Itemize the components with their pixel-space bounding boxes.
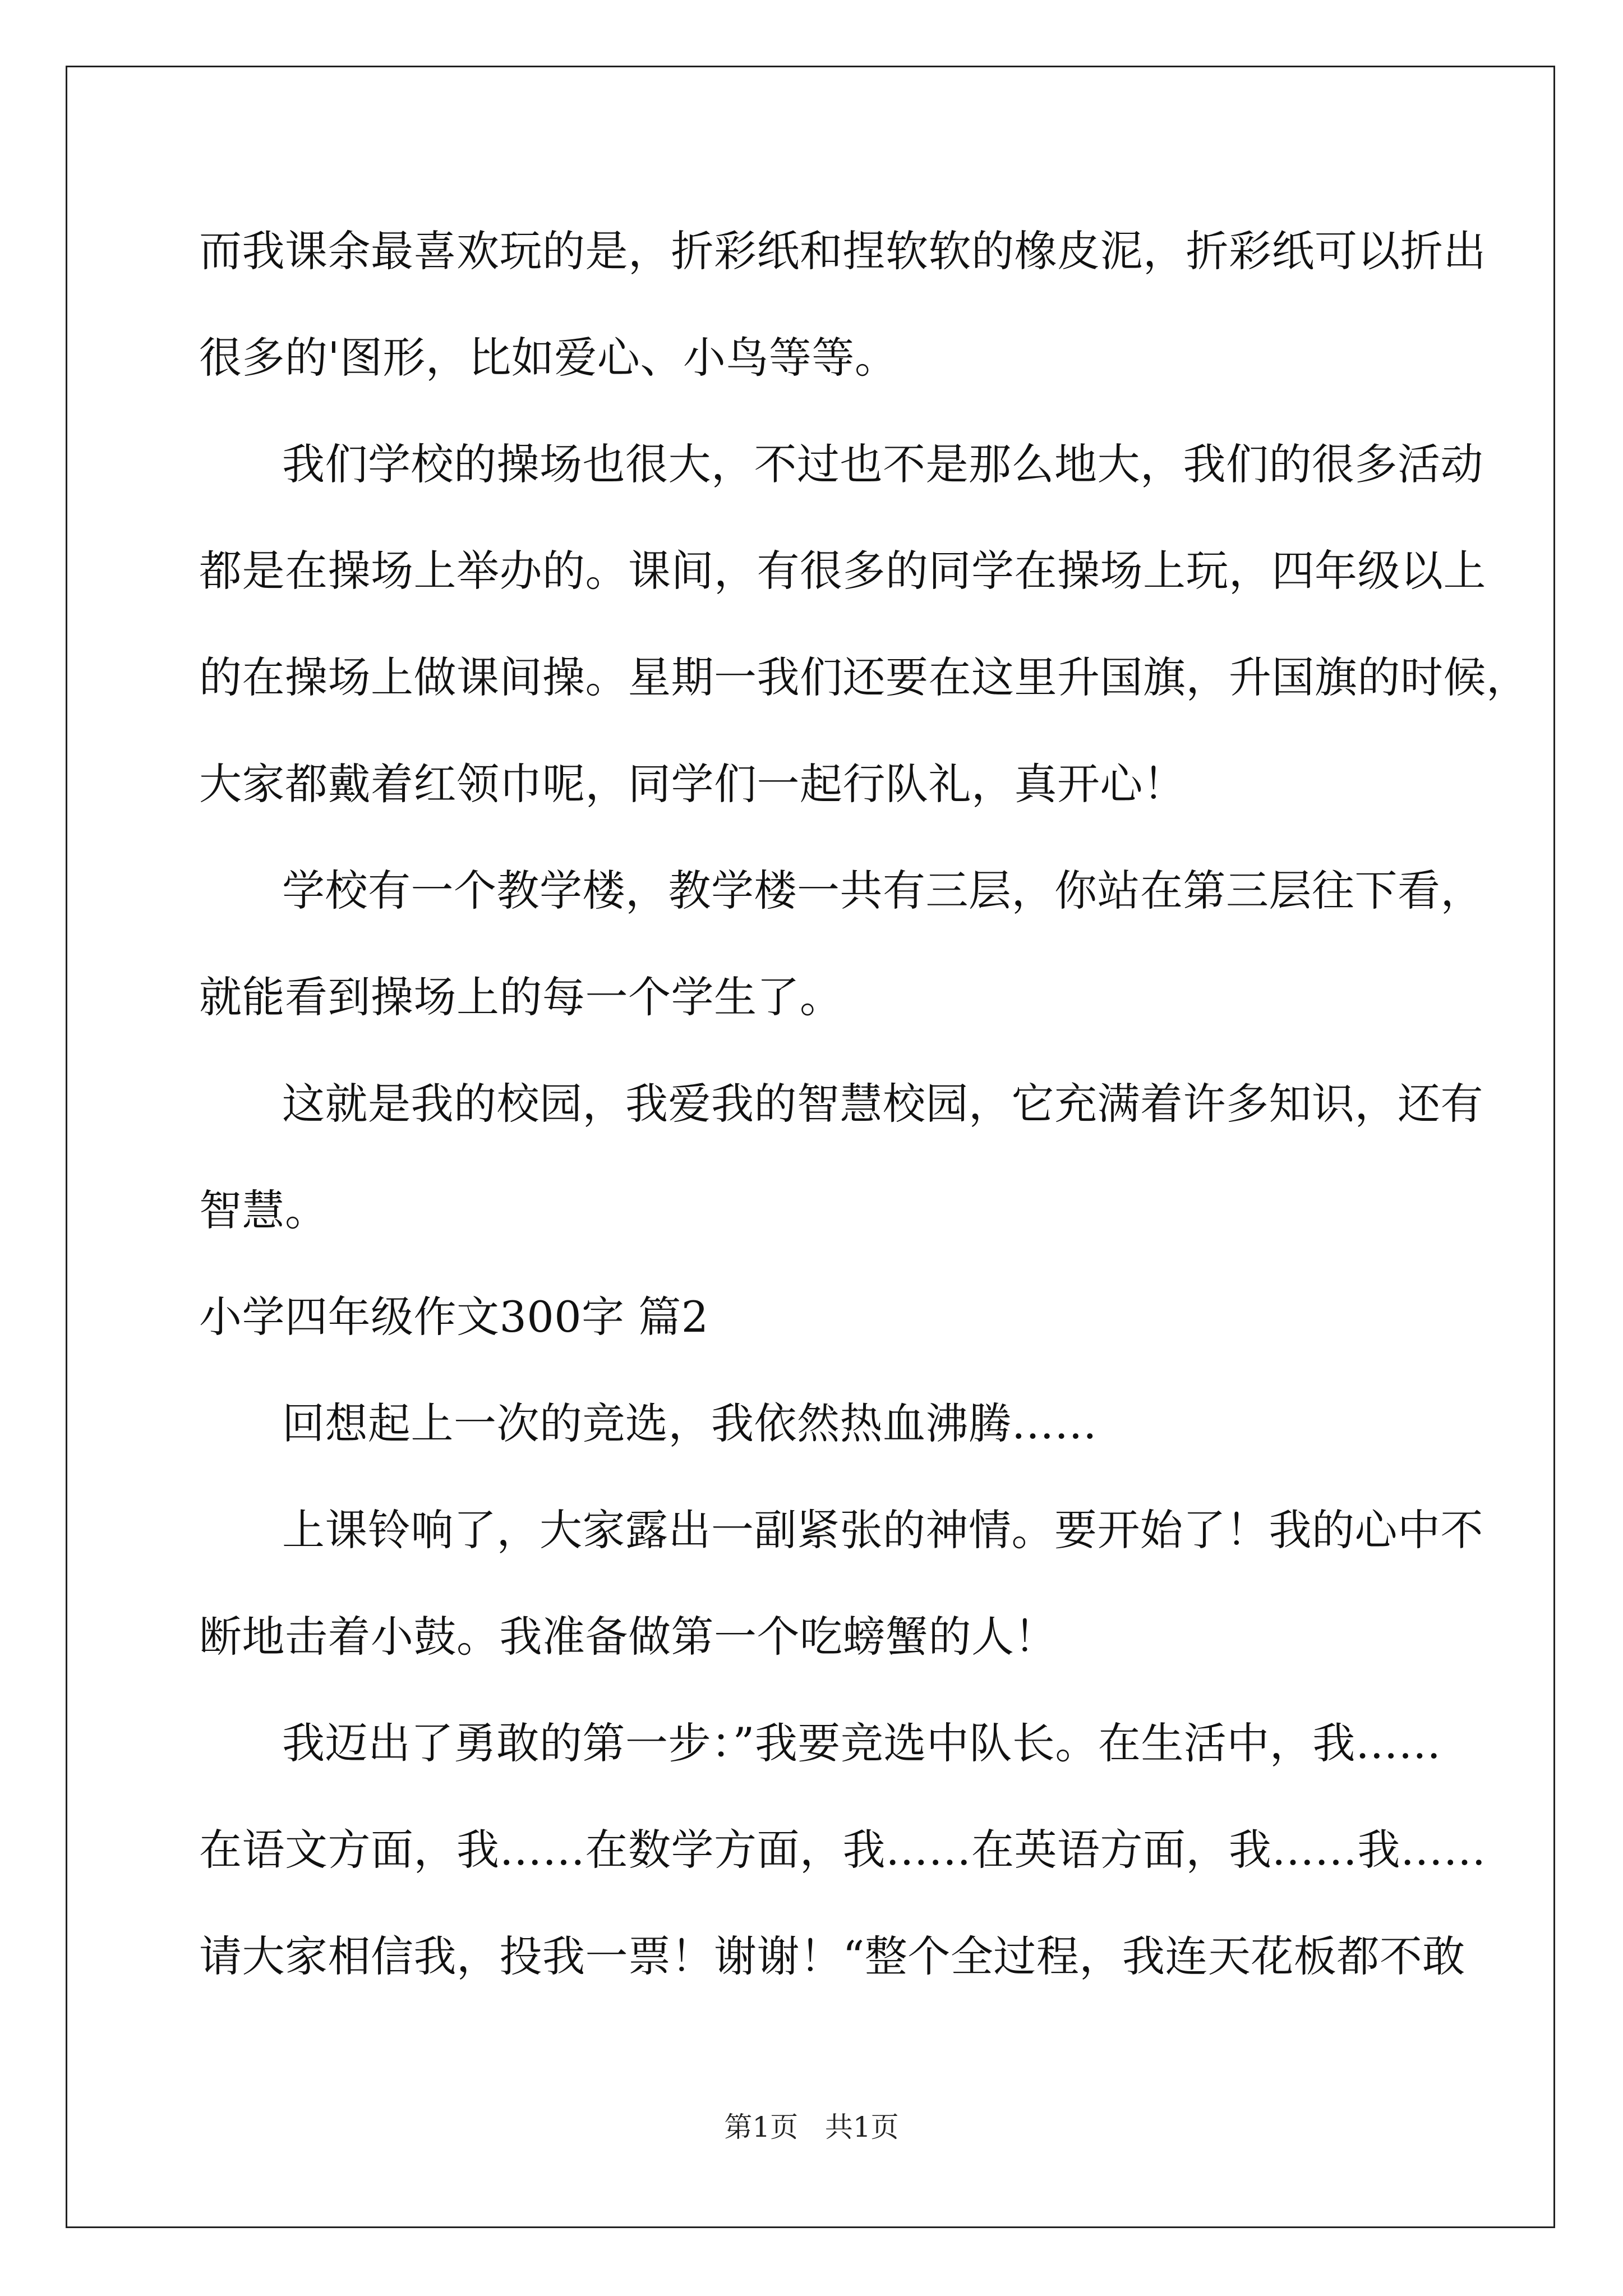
section-heading: 小学四年级作文300字 篇2 [199,1292,709,1342]
body-line: 在语文方面，我……在数学方面，我……在英语方面，我……我…… [199,1825,1486,1875]
paragraph-start-line: 学校有一个教学楼，教学楼一共有三层，你站在第三层往下看， [282,866,1483,915]
body-line: 就能看到操场上的每一个学生了。 [199,972,843,1022]
body-line: 都是在操场上举办的。课间，有很多的同学在操场上玩，四年级以上 [199,546,1486,596]
paragraph-start-line: 回想起上一次的竞选，我依然热血沸腾…… [282,1398,1098,1448]
paragraph-start-line: 这就是我的校园，我爱我的智慧校园，它充满着许多知识，还有 [282,1079,1483,1129]
body-line: 断地击着小鼓。我准备做第一个吃螃蟹的人！ [199,1612,1057,1662]
paragraph-start-line: 上课铃响了，大家露出一副紧张的神情。要开始了！我的心中不 [282,1505,1483,1555]
page-border [66,66,1555,2228]
page-footer: 第1页 共1页 [724,2111,899,2143]
body-line: 很多的'图形，比如爱心、小鸟等等。 [199,333,898,383]
body-line: 而我课余最喜欢玩的是，折彩纸和捏软软的橡皮泥，折彩纸可以折出 [199,226,1486,276]
body-line: 请大家相信我，投我一票！谢谢！“整个全过程，我连天花板都不敢 [199,1931,1465,1981]
body-line: 智慧。 [199,1185,328,1235]
body-line: 大家都戴着红领巾呢，同学们一起行队礼，真开心！ [199,759,1186,809]
body-line: 的在操场上做课间操。星期一我们还要在这里升国旗，升国旗的时候， [199,652,1529,702]
paragraph-start-line: 我们学校的操场也很大，不过也不是那么地大，我们的很多活动 [282,439,1483,489]
paragraph-start-line: 我迈出了勇敢的第一步：”我要竞选中队长。在生活中，我…… [282,1718,1441,1768]
